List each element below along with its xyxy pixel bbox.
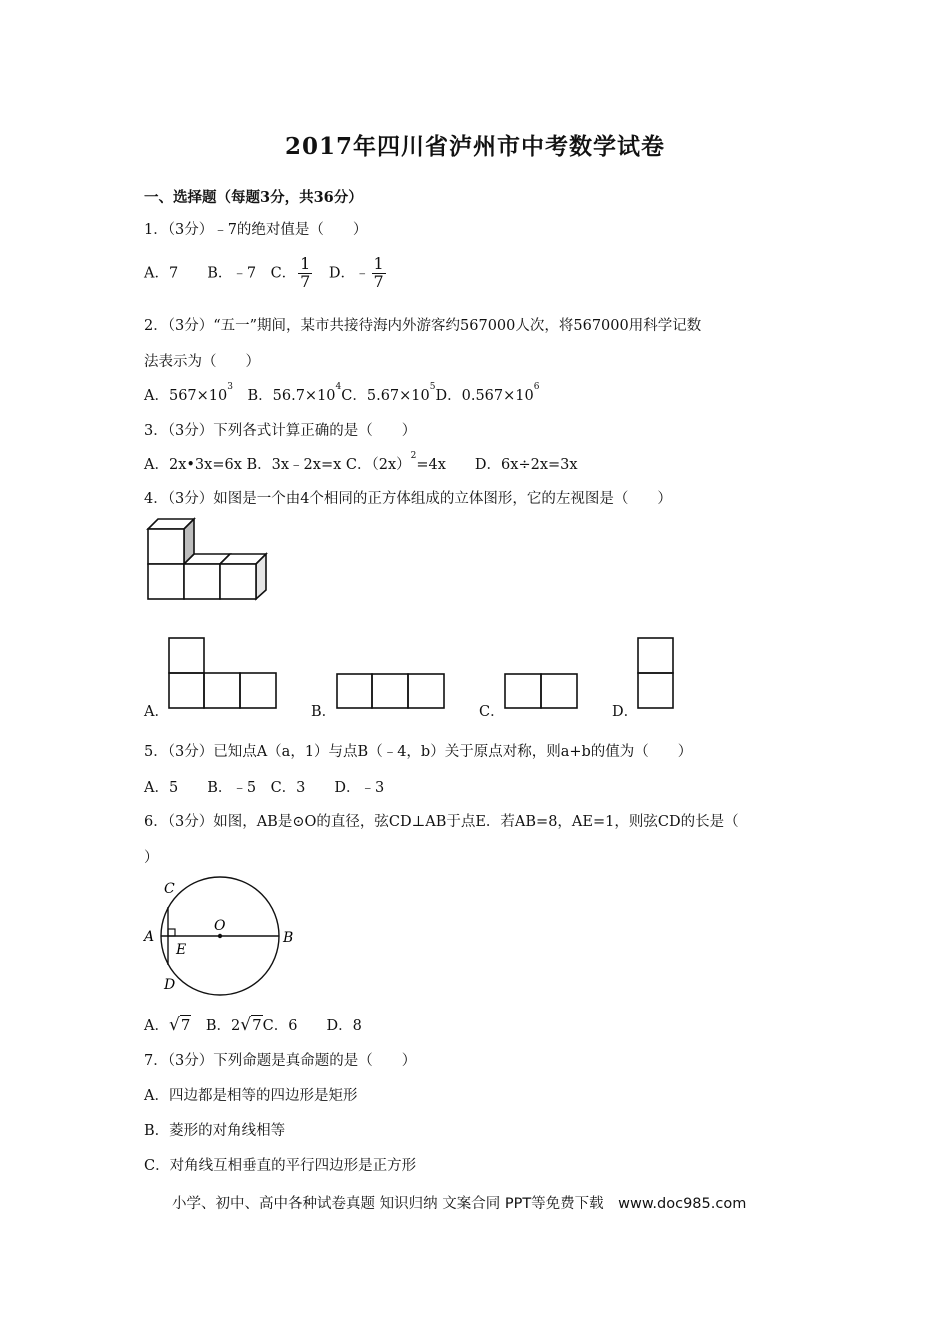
- q2-option-b: B．56.7×10: [232, 388, 336, 404]
- q2-exp-c: 5: [429, 382, 436, 392]
- q6-label-b: B: [283, 930, 294, 946]
- q6-sqrt-a: √7: [168, 1015, 191, 1035]
- question-2-stem-line1: 2．（3分）“五一”期间，某市共接待海内外游客约567000人次，将567000用科学记数: [144, 318, 702, 334]
- question-7-option-b: B．菱形的对角线相等: [144, 1123, 286, 1139]
- q2-exp-a: 3: [227, 382, 233, 392]
- q3-exp: 2: [410, 451, 417, 461]
- q6-sqrt-b: √7: [240, 1015, 262, 1035]
- q1-fraction-d: $\frac{1}{7}$: [373, 254, 384, 291]
- q1-option-d: D．﹣: [314, 265, 370, 282]
- q6-label-c: C: [164, 881, 175, 897]
- question-5-options: A．5 B．﹣5 C．3 D．﹣3: [144, 780, 385, 796]
- q4-option-a-figure: [167, 636, 279, 710]
- question-1-stem: 1．（3分）﹣7的绝对值是（ ）: [144, 222, 368, 238]
- question-5-stem: 5．（3分）已知点A（a，1）与点B（﹣4，b）关于原点对称，则a+b的值为（ ）: [144, 744, 693, 760]
- q6-option-b: B．2: [191, 1018, 241, 1034]
- question-6-options: [144, 1014, 362, 1035]
- question-7-option-c: C．对角线互相垂直的平行四边形是正方形: [144, 1158, 417, 1174]
- q6-circle-figure: [140, 872, 300, 1000]
- q6-label-o: O: [214, 918, 226, 934]
- q2-exp-b: 4: [335, 382, 342, 392]
- question-2-options: [144, 384, 539, 405]
- q4-cube-figure: [140, 512, 280, 608]
- q2-option-d: D．0.567×10: [435, 388, 534, 404]
- q4-option-d-label: D．: [612, 704, 639, 720]
- question-1-options: [144, 256, 388, 291]
- q1-options-abc: A．7 B．﹣7 C．: [144, 265, 297, 282]
- question-6-stem-line1: 6．（3分）如图，AB是⊙O的直径，弦CD⊥AB于点E．若AB=8，AE=1，则弦CD的长是（: [144, 814, 739, 830]
- question-7-option-a: A．四边都是相等的四边形是矩形: [144, 1088, 358, 1104]
- question-7-stem: 7．（3分）下列命题是真命题的是（ ）: [144, 1053, 417, 1069]
- q6-options-cd: C．6 D．8: [262, 1018, 362, 1034]
- question-3-stem: 3．（3分）下列各式计算正确的是（ ）: [144, 423, 417, 439]
- q2-option-c: C．5.67×10: [341, 388, 430, 404]
- q4-option-a-label: A．: [144, 704, 169, 720]
- question-6-stem-line2: ）: [144, 850, 159, 866]
- question-2-stem-line2: 法表示为（ ）: [144, 354, 260, 370]
- q2-exp-d: 6: [533, 382, 540, 392]
- q6-label-d: D: [164, 977, 176, 993]
- question-3-options: [144, 453, 578, 474]
- section-heading-choice: 一、选择题（每题3分，共36分）: [144, 189, 363, 206]
- q3-options-cd: =4x D．6x÷2x=3x: [416, 457, 578, 473]
- question-4-stem: 4．（3分）如图是一个由4个相同的正方体组成的立体图形，它的左视图是（ ）: [144, 491, 672, 507]
- q4-option-b-figure: [335, 672, 447, 710]
- q6-option-a: A．: [144, 1018, 169, 1034]
- footer-banner: 小学、初中、高中各种试卷真题 知识归纳 文案合同 PPT等免费下载 www.doc985.com: [172, 1196, 747, 1212]
- page-title: 2017年四川省泸州市中考数学试卷: [284, 133, 665, 160]
- q4-option-b-label: B．: [311, 704, 337, 720]
- q4-option-c-label: C．: [479, 704, 505, 720]
- q3-options-abc: A．2x•3x=6x B．3x﹣2x=x C．（2x）: [144, 457, 411, 473]
- q4-option-c-figure: [503, 672, 579, 710]
- q1-fraction-c: $\frac{1}{7}$: [300, 254, 311, 291]
- q2-option-a: A．567×10: [144, 388, 228, 404]
- q4-option-d-figure: [636, 636, 676, 710]
- q6-label-e: E: [176, 942, 187, 958]
- q6-label-a: A: [144, 929, 155, 945]
